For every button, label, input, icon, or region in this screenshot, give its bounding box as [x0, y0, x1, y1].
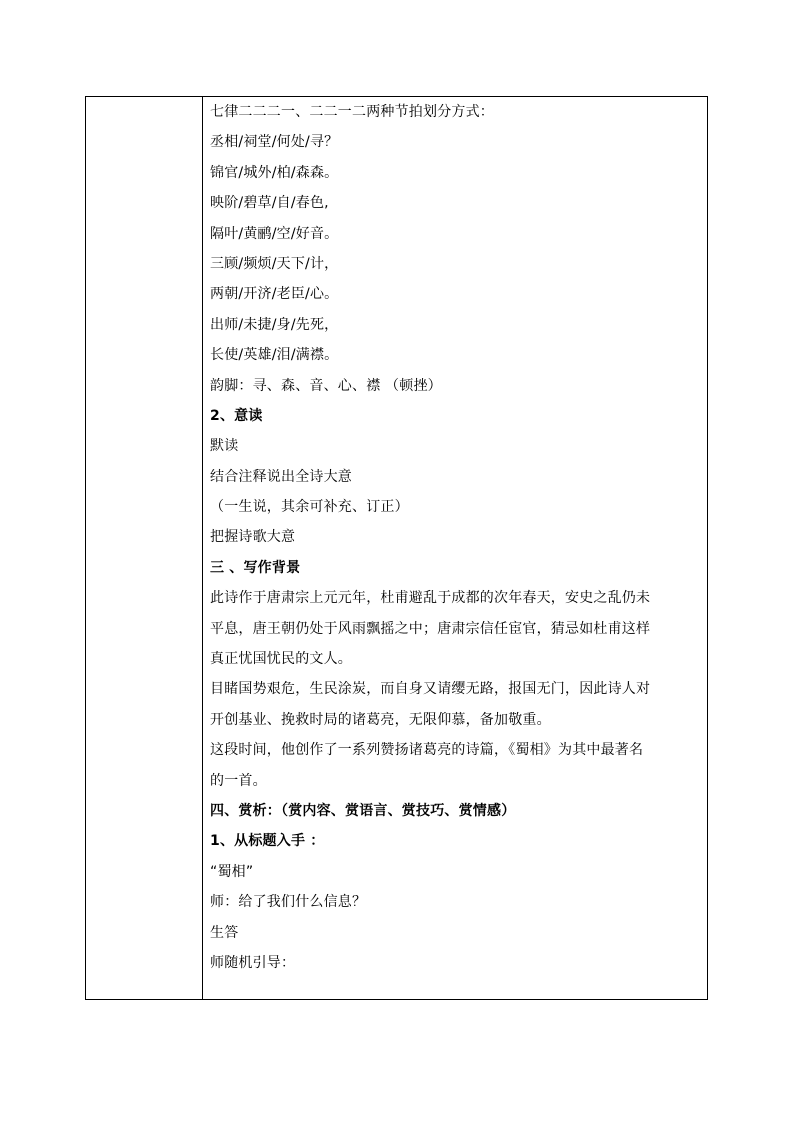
text-line: 映阶/碧草/自/春色,: [210, 195, 329, 212]
text-line: 师随机引导：: [210, 954, 296, 971]
text-line: 默读: [210, 438, 239, 455]
text-line: 此诗作于唐肃宗上元元年，杜甫避乱于成都的次年春天，安史之乱仍未: [210, 590, 651, 607]
text-line: “蜀相”: [210, 863, 254, 880]
text-line: 生答: [210, 924, 239, 941]
text-line: 丞相/祠堂/何处/寻？: [210, 134, 339, 151]
text-line: 出师/未捷/身/先死，: [210, 316, 339, 333]
content-cell: [210, 97, 705, 978]
text-line: 师：给了我们什么信息？: [210, 894, 367, 911]
text-line: 的一首。: [210, 772, 267, 789]
section-heading: 1、从标题入手 ：: [210, 833, 325, 850]
section-heading: 三 、写作背景: [210, 559, 301, 576]
text-line: 真正忧国忧民的文人。: [210, 651, 352, 668]
text-line: 结合注释说出全诗大意: [210, 468, 352, 485]
text-line: 三顾/频烦/天下/计，: [210, 255, 339, 272]
text-line: 七律二二二一、二二一二两种节拍划分方式：: [210, 104, 494, 120]
text-line: （一生说，其余可补充、订正）: [210, 499, 409, 516]
text-line: 锦官/城外/柏/森森。: [210, 164, 339, 181]
text-line: 目睹国势艰危，生民涂炭，而自身又请缨无路，报国无门，因此诗人对: [210, 681, 651, 698]
section-heading: 2、意读: [210, 407, 263, 424]
text-line: 平息，唐王朝仍处于风雨飘摇之中；唐肃宗信任宦官，猜忌如杜甫这样: [210, 620, 651, 637]
text-line: 长使/英雄/泪/满襟。: [210, 347, 339, 364]
column-divider: [202, 97, 203, 999]
text-line: 隔叶/黄鹂/空/好音。: [210, 225, 339, 242]
text-line: 韵脚：寻、森、音、心、襟 （顿挫）: [210, 377, 442, 394]
text-line: 两朝/开济/老臣/心。: [210, 286, 339, 303]
text-line: 开创基业、挽救时局的诸葛亮，无限仰慕，备加敬重。: [210, 711, 551, 728]
section-heading: 四、赏析：（赏内容、赏语言、赏技巧、赏情感）: [210, 802, 516, 819]
lesson-table: [85, 96, 708, 1000]
text-line: 这段时间，他创作了一系列赞扬诸葛亮的诗篇，《蜀相》为其中最著名: [210, 742, 644, 759]
text-line: 把握诗歌大意: [210, 529, 296, 546]
